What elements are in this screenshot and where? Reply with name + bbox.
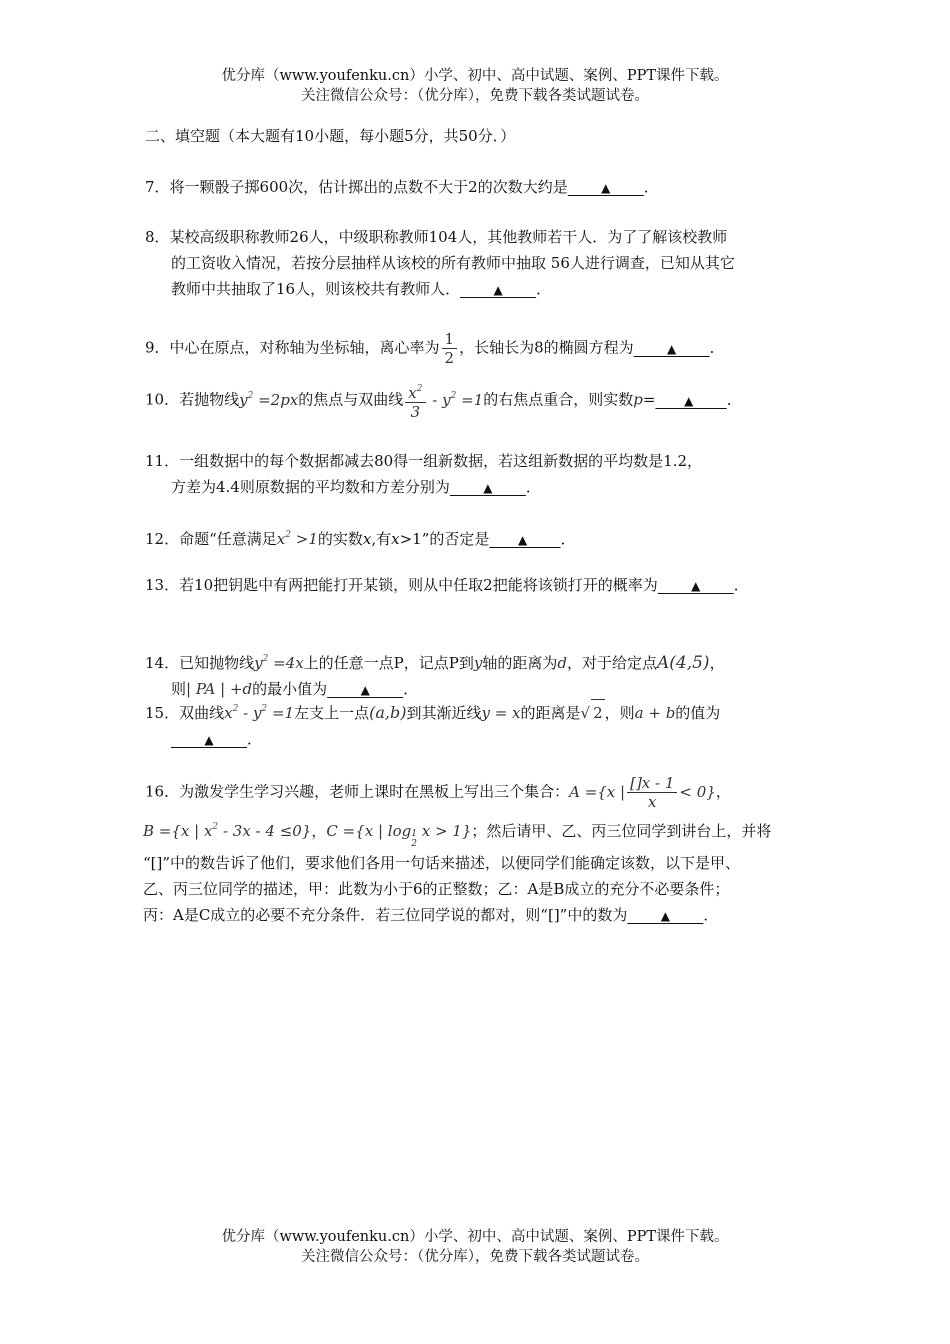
- page-footer: [0, 1227, 950, 1267]
- q7-text: 7．将一颗骰子掷600次，估计掷出的点数不大于2的次数大约是: [145, 178, 568, 196]
- footer-line-2: 关注微信公众号：（优分库），免费下载各类试题试卷。: [301, 1249, 649, 1265]
- question-10: 10．若抛物线$y^2 =2px$的焦点与双曲线 $\frac{x^2}{3}$ - $y^2 =1$的右焦点重合，则实数p= ▲ ．: [145, 380, 810, 421]
- question-9: 9．中心在原点，对称轴为坐标轴，离心率为 $\frac{1}{2}$ ，长轴长为8的椭圆方程为 ▲ ．: [145, 330, 725, 367]
- set-a: A ={x | $\frac{[]x - 1}{x}$ < 0}: [569, 774, 716, 811]
- hyperbola-fraction: $\frac{x^2}{3}$: [405, 380, 425, 421]
- parabola-equation: $y^2 =4x$: [254, 654, 304, 672]
- q8-line-1: 8．某校高级职称教师26人，中级职称教师104人，其他教师若干人．为了了解该校教师: [145, 228, 728, 246]
- answer-blank: ▲: [360, 683, 370, 697]
- q16-line-3: “[]”中的数告诉了他们，要求他们各用一句话来描述，以便同学们能确定该数，以下是甲、: [143, 854, 741, 872]
- blank-mark: ▲: [601, 181, 611, 195]
- set-c: C ={x | log 1 2 x > 1}: [326, 822, 472, 849]
- question-7: 7．将一颗骰子掷600次，估计掷出的点数不大于2的次数大约是 ▲ ．: [145, 174, 810, 201]
- section-title: 二、填空题（本大题有10小题，每小题5分，共50分．）: [145, 127, 516, 145]
- question-12: 12．命题“任意满足$x^2 >1$的实数x,有x>1”的否定是 ▲ ．: [145, 522, 810, 553]
- inequality: $x^2 >1$: [276, 530, 318, 548]
- footer-line-1: 优分库（www.youfenku.cn）小学、初中、高中试题、案例、PPT课件下载。: [221, 1229, 729, 1245]
- q15-line-2: ▲ ．: [145, 726, 810, 753]
- answer-blank: ▲: [684, 393, 694, 408]
- page-header: [0, 66, 950, 106]
- answer-blank: ▲: [483, 481, 493, 495]
- question-8: [145, 224, 810, 303]
- question-11: [145, 448, 810, 501]
- q14-line-2: 则| PA | +d的最小值为 ▲ ．: [145, 676, 810, 703]
- q8-line-2: 的工资收入情况，若按分层抽样从该校的所有教师中抽取 56人进行调查，已知从其它: [171, 254, 735, 272]
- hyperbola-rest: - $y^2 =1$: [432, 390, 484, 409]
- answer-blank: [568, 174, 644, 201]
- question-15: 15．双曲线$x^2 - y^2 =1$左支上一点(a,b)到其渐近线y = x的距离是√ 2 ，则a + b的值为 ▲ ．: [145, 696, 810, 753]
- header-line-2: 关注微信公众号：（优分库），免费下载各类试题试卷。: [301, 88, 649, 104]
- question-16: [145, 774, 810, 929]
- set-b: B ={x | $x^2 - 3x - 4 \le 0$}: [143, 822, 312, 840]
- answer-blank: ▲: [493, 283, 503, 297]
- question-13: 13．若10把钥匙中有两把能打开某锁，则从中任取2把能将该锁打开的概率为 ▲ ．: [145, 572, 810, 599]
- q16-line-5: 丙：A是C成立的必要不充分条件．若三位同学说的都对，则“[]”中的数为 ▲ ．: [143, 902, 810, 929]
- parabola-equation: $y^2 =2px$: [239, 390, 299, 409]
- q16-line-2: B ={x | $x^2 - 3x - 4 \le 0$}，C ={x | log 1 2 x > 1}；然后请甲、乙、丙三位同学到讲台上，并将: [143, 822, 772, 849]
- q16-line-1: 16．为激发学生学习兴趣，老师上课时在黑板上写出三个集合：A ={x | $\frac{[]x - 1}{x}$ < 0}，: [145, 774, 731, 811]
- q11-line-1: 11．一组数据中的每个数据都减去80得一组新数据，若这组新数据的平均数是1.2，: [145, 452, 703, 470]
- q8-line-3: 教师中共抽取了16人，则该校共有教师人． ▲ ．: [145, 276, 810, 303]
- q11-line-2: 方差为4.4则原数据的平均数和方差分别为 ▲ ．: [145, 474, 810, 501]
- fraction-one-half: $\frac{1}{2}$: [442, 330, 458, 367]
- question-14: 14．已知抛物线$y^2 =4x$上的任意一点P，记点P到y轴的距离为d，对于给定点A(4,5)， 则| PA | +d的最小值为 ▲ ．: [145, 646, 810, 703]
- answer-blank: ▲: [667, 341, 677, 356]
- sqrt-two: √ 2: [581, 704, 605, 722]
- answer-blank: ▲: [691, 579, 701, 593]
- header-line-1: 优分库（www.youfenku.cn）小学、初中、高中试题、案例、PPT课件下载。: [221, 68, 729, 84]
- q16-line-4: 乙、丙三位同学的描述，甲：此数为小于6的正整数；乙：A是B成立的充分不必要条件；: [143, 880, 730, 898]
- point-a: A(4,5): [656, 653, 710, 673]
- answer-blank: ▲: [660, 909, 670, 923]
- hyperbola-equation: $x^2 - y^2 =1$: [224, 704, 295, 722]
- answer-blank: ▲: [518, 533, 528, 547]
- answer-blank: ▲: [204, 733, 214, 747]
